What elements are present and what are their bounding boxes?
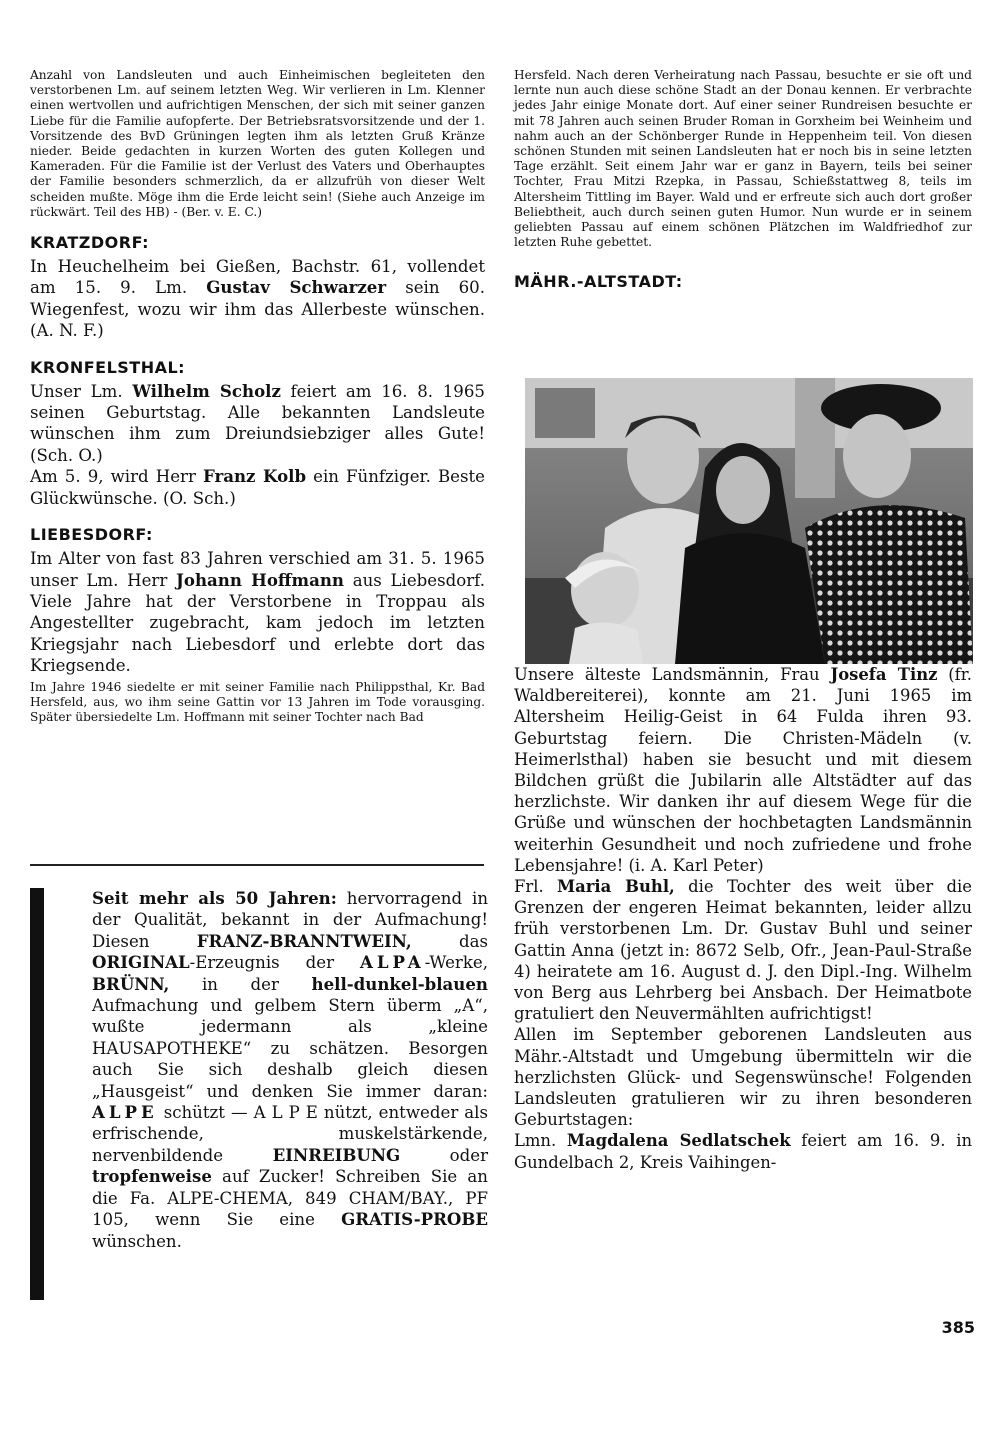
section-divider bbox=[30, 864, 484, 866]
tinz-birthday-notice: Unsere älteste Landsmännin, Frau Josefa Tinz (fr. Waldbereiterei), konnte am 21. Juni 1965 im Altersheim Heilig-Geist in 64 Fulda ihren 93. Geburtstag feiern. Die Christen-Mädeln (v. Heimerlsthal) haben sie besucht und mit diesem Bildchen grüßt die Jubilarin alle Altstädter auf das herzlichste. Wir danken ihr auf diesem Wege für die Grüße und wünschen der hochbetagten Landsmännin weiterhin Gesundheit und noch zufriedene und frohe Lebensjahre! (i. A. Karl Peter) bbox=[514, 665, 972, 875]
page-number: 385 bbox=[941, 1318, 975, 1337]
obituary-continuation-right: Hersfeld. Nach deren Verheiratung nach Passau, besuchte er sie oft und lernte nun auch diese schöne Stadt an der Donau kennen. Er verbrachte jedes Jahr einige Monate dort. Auf einer seiner Rundreisen besuchte er mit 78 Jahren auch seinen Bruder Roman in Gorxheim bei Weinheim und nahm auch an der Schönberger Runde in Heppenheim teil. Von diesen schönen Stunden mit seinen Landsleuten hat er noch bis in seine letzten Tage erzählt. Seit einem Jahr war er ganz in Bayern, teils bei seiner Tochter, Frau Mitzi Rzepka, in Passau, Schießstattweg 8, teils im Altersheim Tittling im Bayer. Wald und er erfreute sich auch dort großer Beliebtheit, auch durch seinen guten Humor. Nun wurde er in seinem geliebten Passau auf einem schönen Plätzchen im Waldfriedhof zur letzten Ruhe gebettet. bbox=[514, 68, 972, 250]
person-name: Josefa Tinz bbox=[830, 665, 938, 684]
person-name: Gustav Schwarzer bbox=[206, 277, 387, 298]
person-name: Franz Kolb bbox=[202, 466, 307, 487]
photo-birthday-visit bbox=[525, 378, 973, 664]
person-name: Magdalena Sedlatschek bbox=[566, 1131, 791, 1151]
buhl-wedding-notice: Frl. Maria Buhl, die Tochter des weit über die Grenzen der engeren Heimat bekannten, leider allzu früh verstorbenen Lm. Dr. Gustav Buhl und seiner Gattin Anna (jetzt in: 8672 Selb, Ofr., Jean-Paul-Straße 4) heiratete am 16. August d. J. den Dipl.-Ing. Wilhelm von Berg aus Lehrberg bei Ansbach. Der Heimatbote gratuliert den Neuvermählten aufrichtigst! bbox=[514, 877, 972, 1024]
person-name: Wilhelm Scholz bbox=[132, 380, 281, 401]
person-name: Maria Buhl, bbox=[557, 877, 675, 897]
liebesdorf-continuation: Im Jahre 1946 siedelte er mit seiner Familie nach Philippsthal, Kr. Bad Hersfeld, aus, wo ihm seine Gattin vor 13 Jahren im Tode vorausging. Später übersiedelte Lm. Hoffmann mit seiner Tochter nach Bad bbox=[30, 679, 485, 724]
heading-kratzdorf: KRATZDORF: bbox=[30, 233, 150, 253]
kratzdorf-notice: In Heuchelheim bei Gießen, Bachstr. 61, vollendet am 15. 9. Lm. Gustav Schwarzer sein 60. Wiegenfest, wozu wir ihm das Allerbeste wünschen. (A. N. F.) bbox=[30, 257, 485, 341]
heading-kronfelsthal: KRONFELSTHAL: bbox=[30, 357, 186, 377]
sedlatschek-birthday: Lmn. Magdalena Sedlatschek feiert am 16. 9. in Gundelbach 2, Kreis Vaihingen- bbox=[514, 1131, 973, 1172]
liebesdorf-notice: Im Alter von fast 83 Jahren verschied am 31. 5. 1965 unser Lm. Herr Johann Hoffmann aus Liebesdorf. Viele Jahre hat der Verstorbene in Troppau als Angestellter zugebracht, kam jedoch im letzten Kriegsjahr nach Liebesdorf und erlebte dort das Kriegsende. bbox=[30, 549, 486, 676]
heading-mahr-altstadt: MÄHR.-ALTSTADT: bbox=[514, 272, 683, 292]
september-greetings: Allen im September geborenen Landsleuten aus Mähr.-Altstadt und Umgebung übermitteln wir die herzlichsten Glück- und Segenswünsche! Folgenden Landsleuten gratulieren wir zu ihren besonderen Geburtstagen: bbox=[514, 1025, 972, 1130]
advertisement-franzbranntwein bbox=[30, 888, 488, 1300]
heading-liebesdorf: LIEBESDORF: bbox=[30, 525, 153, 545]
ad-text: Seit mehr als 50 Jahren: hervorragend in der Qualität, bekannt in der Aufmachung! Diesen FRANZ-BRANNTWEIN, das ORIGINAL-Erzeugnis der ALPA-Werke, BRÜNN, in der hell-dunkel-blauen Aufmachung und gelbem Stern überm „A“, wußte jedermann als „kleine HAUSAPOTHEKE“ zu schätzen. Besorgen auch Sie sich deshalb gleich diesen „Hausgeist“ und denken Sie immer daran: ALPE schützt — A L P E nützt, entweder als erfrischende, muskelstärkende, nervenbildende EINREIBUNG oder tropfenweise auf Zucker! Schreiben Sie an die Fa. ALPE-CHEMA, 849 CHAM/BAY., PF 105, wenn Sie eine GRATIS-PROBE wünschen. bbox=[92, 888, 489, 1251]
obituary-continuation: Anzahl von Landsleuten und auch Einheimischen begleiteten den verstorbenen Lm. auf seinem letzten Weg. Wir verlieren in Lm. Klenner einen wertvollen und aufrichtigen Menschen, der sich mit seiner ganzen Liebe für die Familie aufopferte. Der Betriebsratsvorsitzende und der 1. Vorsitzende des BvD Grüningen legten ihm als letzten Gruß Kränze nieder. Beide gedachten in kurzen Worten des guten Kollegen und Kameraden. Für die Familie ist der Verlust des Vaters und Oberhauptes der Familie besonders schmerzlich, da er allzufrüh von dieser Welt scheiden mußte. Möge ihm die Erde leicht sein! (Siehe auch Anzeige im rückwärt. Teil des HB) - (Ber. v. E. C.) bbox=[30, 68, 485, 219]
left-column bbox=[30, 68, 485, 725]
ad-black-bar bbox=[30, 888, 44, 1300]
kronfelsthal-notice-2: Am 5. 9, wird Herr Franz Kolb ein Fünfziger. Beste Glückwünsche. (O. Sch.) bbox=[30, 466, 485, 508]
right-column-lower bbox=[514, 664, 972, 1173]
person-name: Johann Hoffmann bbox=[176, 569, 344, 590]
kronfelsthal-notice-1: Unser Lm. Wilhelm Scholz feiert am 16. 8. 1965 seinen Geburtstag. Alle bekannten Landsleute wünschen ihm zum Dreiundsiebziger alles Gute! (Sch. O.) bbox=[30, 380, 485, 465]
right-column bbox=[514, 68, 972, 292]
